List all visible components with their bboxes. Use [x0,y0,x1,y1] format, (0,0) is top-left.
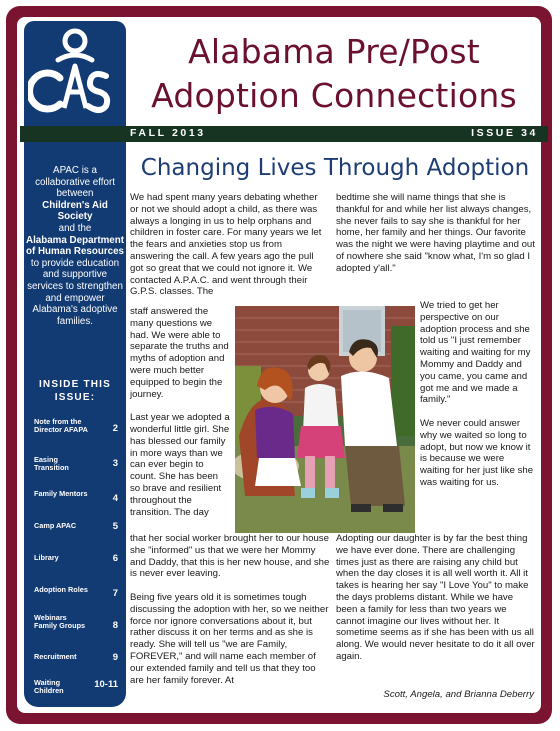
intro-line-5: to provide education and supportive services to strengthen and empower Alabama's adoptive families. [27,257,123,327]
toc-page: 10-11 [94,679,118,690]
toc-label: Waiting Children [34,678,64,695]
article-col1-top: We had spent many years debating whether or not we should adopt a child, as there was always a longing in us to help orphans and children in foster care. For many years we let the fears and anxieties stop us from answering the call. A few years ago the pull got so great that we could not ignore it. We contacted A.P.A.C. and went through their G.P.S. classes. The [130,192,322,298]
intro-line-4: Alabama Department of Human Resources [26,234,124,258]
inside-issue-title: INSIDE THIS ISSUE: [38,379,112,403]
toc-page: 3 [112,458,118,469]
article-col1-bottom: that her social worker brought her to our house she "informed" us that we were her Mommy and Daddy, that this is her new house, and she is never ever leaving. Being five years old it is sometimes tough discussing the adoption with her, so we neither force nor ignore conversations about it, but rather discuss it on her terms and as she is ready. She will tell us "we are Family, FOREVER," and will name each member of our extended family and tell us that they too are her family forever. At [130,533,330,686]
sidebar-intro [26,165,124,327]
cas-logo [28,26,122,118]
title-line-2: Adoption Connections [151,76,517,115]
article-signature: Scott, Angela, and Brianna Deberry [383,689,534,700]
title-line-1: Alabama Pre/Post [188,32,480,71]
toc-page: 9 [112,652,118,663]
toc-page: 7 [112,588,118,599]
article-col1-wrap: staff answered the many questions we had. We were able to separate the truths and myths of adoption and were much better equipped to begin the journey. Last year we adopted a wonderful little girl. She has blessed our family in more ways than we can ever begin to count. She has been so brave and resilient throughout the transition. The day [130,306,230,518]
intro-line-3: and the [58,222,92,234]
toc-page: 2 [112,423,118,434]
toc-page: 6 [112,553,118,564]
toc-page: 8 [112,620,118,631]
toc-page: 5 [112,521,118,532]
intro-line-1: APAC is a collaborative effort between [35,165,115,200]
newsletter-title [130,30,538,118]
toc-label: Adoption Roles [34,585,88,594]
sidebar [24,21,126,707]
toc-label: Easing Transition [34,455,69,472]
toc-label: Note from the Director AFAPA [34,417,88,434]
toc-label: Library [34,553,59,562]
toc-label: Camp APAC [34,521,77,530]
issue-bar [20,126,548,142]
issue-season: FALL 2013 [130,127,206,139]
article-headline: Changing Lives Through Adoption [140,155,530,181]
family-photo [235,306,415,533]
toc-label: Family Mentors [34,489,88,498]
article-col2-wrap: We tried to get her perspective on our adoption process and she told us "I just remember waiting and waiting for my Mommy and Daddy and you came, you came and got me and we made a family." We never could answer why we waited so long to adopt, but now we know it is because we were waiting for her just like she was waiting for us. [420,300,534,488]
article-col2-bottom: Adopting our daughter is by far the best thing we have ever done. There are challenging times just as there are raising any child but when the day closes it is all well worth it. All it takes is hearing her say "I Love You" to make the days problems distant. While we have been a family for less than two years we cannot imagine our lives without her. It sometime seems as if she has been with us all along. We would never hesitate to do it all over again. [336,533,535,662]
intro-line-2: Children's Aid Society [42,199,108,223]
toc-page: 4 [112,493,118,504]
issue-number: ISSUE 34 [471,127,538,139]
toc-label: Webinars Family Groups [34,613,86,630]
toc-label: Recruitment [34,652,77,661]
article-col2-top: bedtime she will name things that she is thankful for and while her list always changes, she never fails to say she is thankful for her home, her family and her things. Our favorite was the night we were having playtime and out of nowhere she said "know what, I'm so glad I adopted y'all." [336,192,535,274]
